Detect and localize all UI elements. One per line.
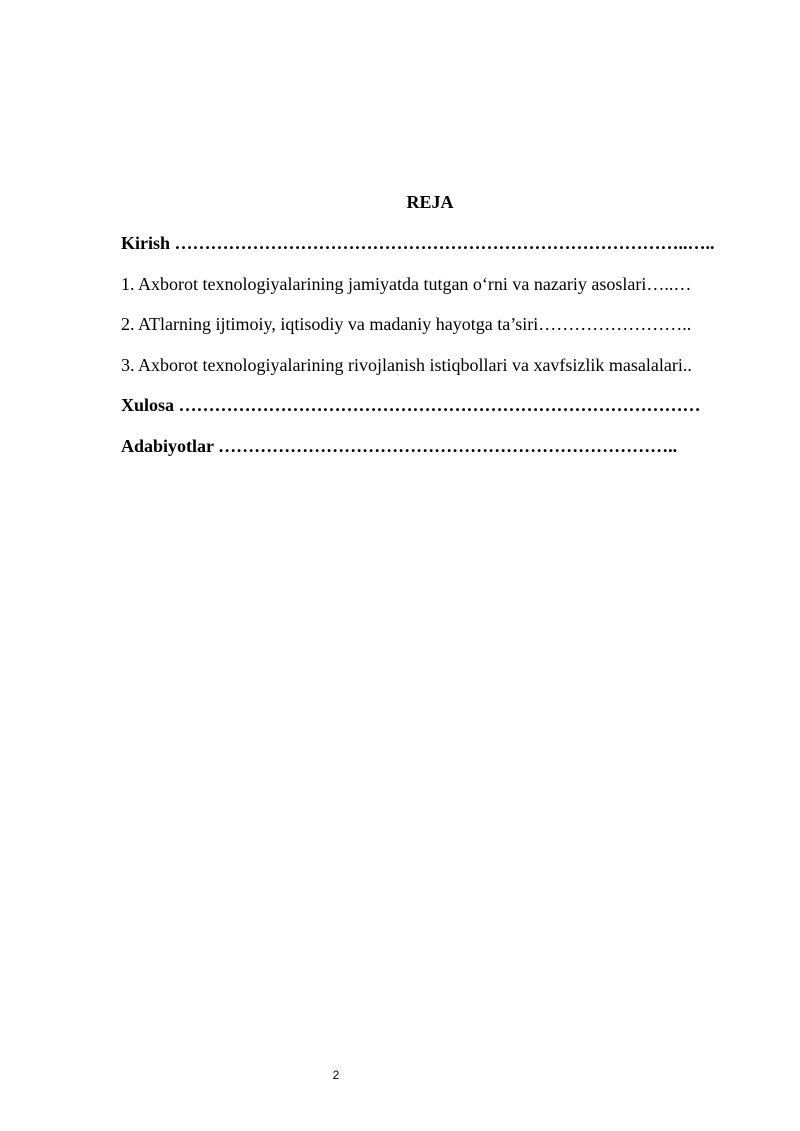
page-number: 2: [332, 1068, 340, 1082]
toc-item-references: Adabiyotlar …………………………………………………………………..: [121, 435, 678, 456]
page-title: REJA: [406, 192, 454, 212]
toc-item-introduction: Kirish …………………………………………………………………………..…..: [121, 233, 715, 253]
table-of-contents: [121, 231, 731, 474]
toc-item-conclusion: Xulosa ……………………………………………………………………………: [121, 395, 701, 415]
toc-item-section-2: 2. ATlarning ijtimoiy, iqtisodiy va madaniy hayotga ta’siri……………………..: [121, 314, 692, 334]
toc-item-section-1: 1. Axborot texnologiyalarining jamiyatda tutgan o‘rni va nazariy asoslari…..…: [121, 273, 692, 294]
toc-item-section-3: 3. Axborot texnologiyalarining rivojlanish istiqbollari va xavfsizlik masalalari..: [121, 354, 692, 375]
